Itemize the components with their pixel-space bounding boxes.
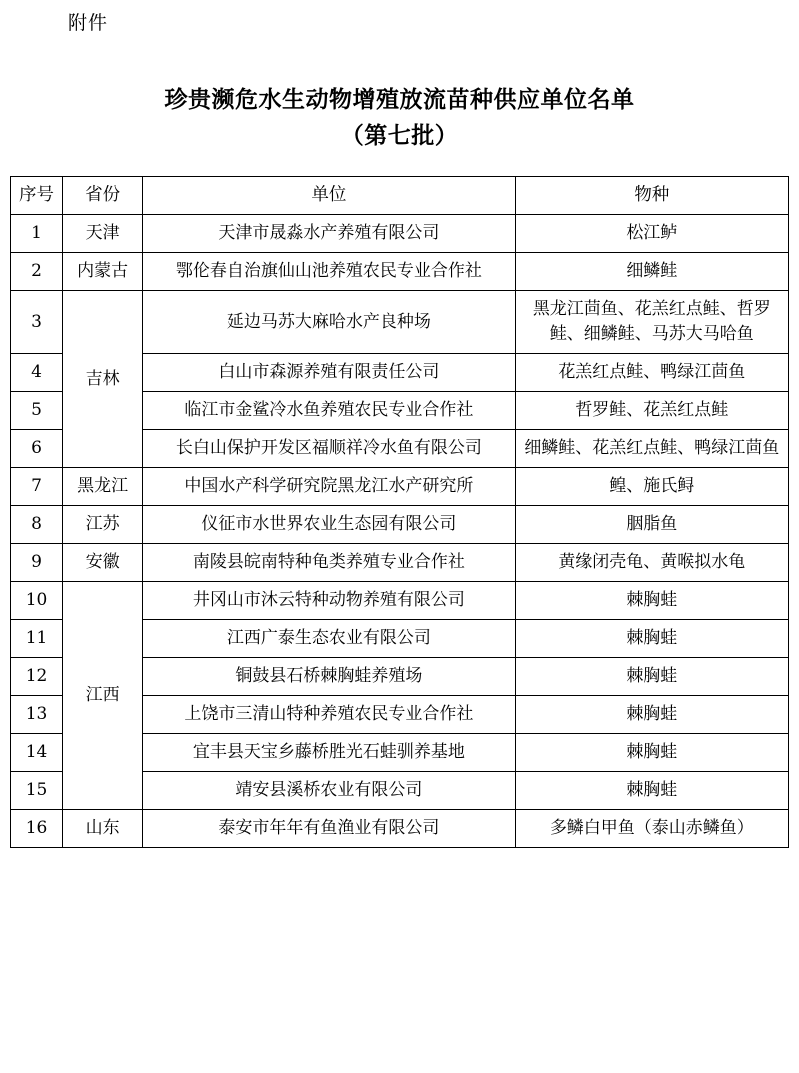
table-row: [11, 544, 789, 582]
table-row: [11, 253, 789, 291]
table-header: [11, 177, 789, 215]
cell-sequence: 3: [11, 291, 63, 354]
cell-species: 胭脂鱼: [515, 506, 788, 544]
cell-unit: 仪征市水世界农业生态园有限公司: [143, 506, 515, 544]
cell-province: 吉林: [63, 291, 143, 468]
cell-sequence: 1: [11, 215, 63, 253]
cell-sequence: 15: [11, 772, 63, 810]
table-row: [11, 810, 789, 848]
cell-species: 哲罗鲑、花羔红点鲑: [515, 392, 788, 430]
cell-sequence: 8: [11, 506, 63, 544]
table-header-unit: 单位: [143, 177, 515, 215]
cell-sequence: 6: [11, 430, 63, 468]
cell-province: 江苏: [63, 506, 143, 544]
cell-unit: 靖安县溪桥农业有限公司: [143, 772, 515, 810]
cell-species: 细鳞鲑、花羔红点鲑、鸭绿江茴鱼: [515, 430, 788, 468]
cell-sequence: 7: [11, 468, 63, 506]
cell-unit: 宜丰县天宝乡藤桥胜光石蛙驯养基地: [143, 734, 515, 772]
cell-species: 棘胸蛙: [515, 582, 788, 620]
cell-unit: 江西广泰生态农业有限公司: [143, 620, 515, 658]
cell-unit: 井冈山市沐云特种动物养殖有限公司: [143, 582, 515, 620]
cell-species: 棘胸蛙: [515, 696, 788, 734]
cell-species: 棘胸蛙: [515, 620, 788, 658]
table-header-seq: 序号: [11, 177, 63, 215]
table-row: [11, 506, 789, 544]
cell-sequence: 5: [11, 392, 63, 430]
cell-sequence: 4: [11, 354, 63, 392]
table-header-species: 物种: [515, 177, 788, 215]
cell-sequence: 10: [11, 582, 63, 620]
table-row: [11, 468, 789, 506]
cell-sequence: 9: [11, 544, 63, 582]
cell-species: 细鳞鲑: [515, 253, 788, 291]
cell-unit: 上饶市三清山特种养殖农民专业合作社: [143, 696, 515, 734]
cell-unit: 长白山保护开发区福顺祥冷水鱼有限公司: [143, 430, 515, 468]
cell-unit: 白山市森源养殖有限责任公司: [143, 354, 515, 392]
table-header-row: [11, 177, 789, 215]
cell-sequence: 11: [11, 620, 63, 658]
cell-species: 多鳞白甲鱼（泰山赤鳞鱼）: [515, 810, 788, 848]
cell-species: 黄缘闭壳龟、黄喉拟水龟: [515, 544, 788, 582]
cell-species: 黑龙江茴鱼、花羔红点鲑、哲罗鲑、细鳞鲑、马苏大马哈鱼: [515, 291, 788, 354]
cell-sequence: 14: [11, 734, 63, 772]
cell-unit: 天津市晟淼水产养殖有限公司: [143, 215, 515, 253]
cell-species: 花羔红点鲑、鸭绿江茴鱼: [515, 354, 788, 392]
cell-province: 天津: [63, 215, 143, 253]
cell-species: 松江鲈: [515, 215, 788, 253]
table-row: [11, 291, 789, 354]
cell-species: 棘胸蛙: [515, 658, 788, 696]
cell-species: 鳇、施氏鲟: [515, 468, 788, 506]
cell-unit: 鄂伦春自治旗仙山池养殖农民专业合作社: [143, 253, 515, 291]
cell-unit: 延边马苏大麻哈水产良种场: [143, 291, 515, 354]
table-row: [11, 215, 789, 253]
attachment-label: 附件: [68, 12, 109, 34]
page-title-line2: （第七批）: [340, 122, 459, 149]
table-header-province: 省份: [63, 177, 143, 215]
table-row: [11, 582, 789, 620]
page-title-line1: 珍贵濒危水生动物增殖放流苗种供应单位名单: [164, 86, 635, 113]
cell-unit: 铜鼓县石桥棘胸蛙养殖场: [143, 658, 515, 696]
cell-province: 内蒙古: [63, 253, 143, 291]
cell-unit: 临江市金鲨冷水鱼养殖农民专业合作社: [143, 392, 515, 430]
cell-species: 棘胸蛙: [515, 734, 788, 772]
page-title: [0, 82, 799, 154]
cell-unit: 南陵县皖南特种龟类养殖专业合作社: [143, 544, 515, 582]
cell-sequence: 2: [11, 253, 63, 291]
cell-province: 黑龙江: [63, 468, 143, 506]
cell-species: 棘胸蛙: [515, 772, 788, 810]
cell-unit: 泰安市年年有鱼渔业有限公司: [143, 810, 515, 848]
cell-province: 安徽: [63, 544, 143, 582]
cell-unit: 中国水产科学研究院黑龙江水产研究所: [143, 468, 515, 506]
cell-sequence: 16: [11, 810, 63, 848]
cell-sequence: 12: [11, 658, 63, 696]
cell-province: 江西: [63, 582, 143, 810]
supplier-table: [10, 176, 789, 848]
cell-province: 山东: [63, 810, 143, 848]
table-body: [11, 215, 789, 848]
cell-sequence: 13: [11, 696, 63, 734]
